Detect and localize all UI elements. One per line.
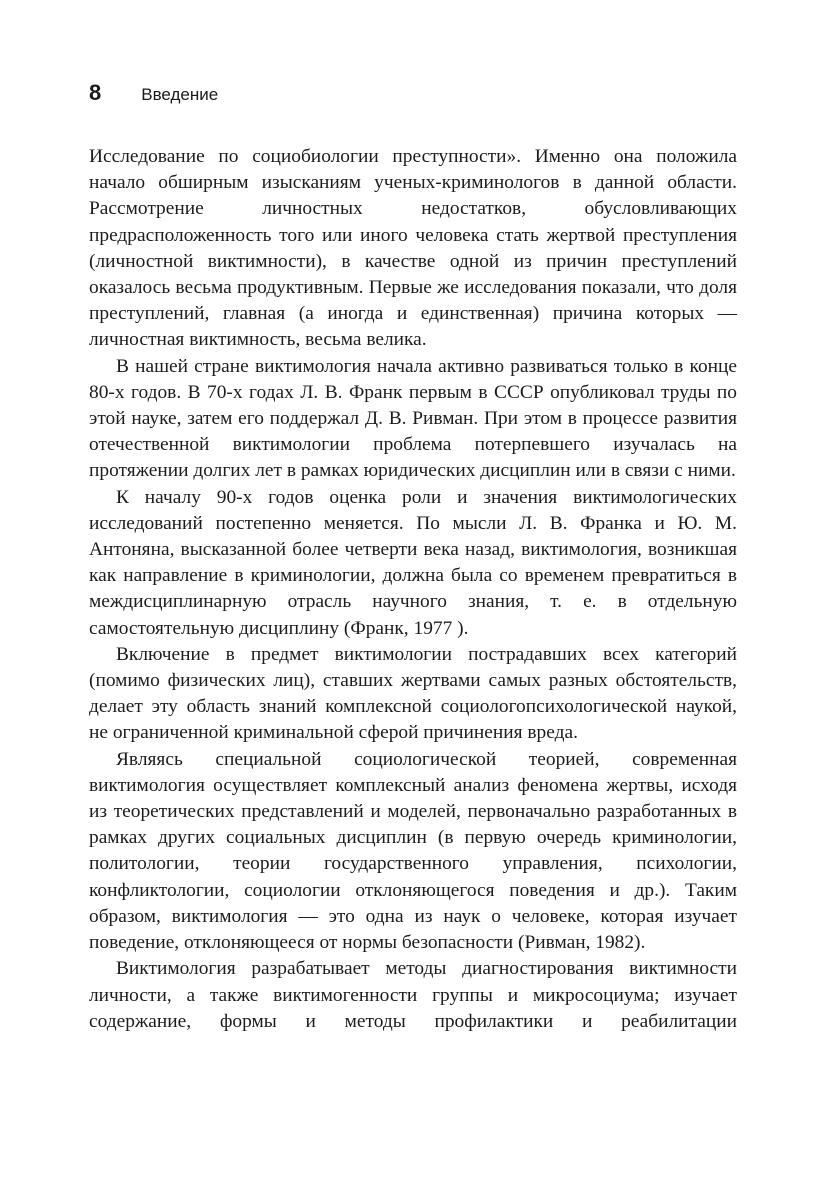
paragraph-2: В нашей стране виктимология начала активно развиваться только в конце 80-х годов. В 70-х годах Л. В. Франк первым в СССР опубликовал труды по этой науке, затем его поддержал Д. В. Ривман. При этом в процессе развития отечественной виктимологии проблема потерпевшего изучалась на протяжении долгих лет в рамках юридических дисциплин или в связи с ними. [89,355,737,482]
paragraph-1: Исследование по социобиологии преступности». Именно она положила начало обширным изысканиям ученых-криминологов в данной области. Рассмотрение личностных недостатков, обусловливающих предрасположенность того или иного человека стать жертвой преступления (личностной виктимности), в качестве одной из причин преступлений оказалось весьма продуктивным. Первые же исследования показали, что доля преступлений, главная (а иногда и единственная) причина которых — личностная виктимность, весьма велика. [89,146,737,351]
page-number: 8 [89,80,102,105]
paragraph-4: Включение в предмет виктимологии пострадавших всех категорий (помимо физических лиц), ставших жертвами самых разных обстоятельств, делает эту область знаний комплексной социологопсихологической наукой, не ограниченной криминальной сферой причинения вреда. [89,643,737,744]
body-text [89,144,737,1035]
section-title: Введение [141,85,219,104]
paragraph-3: К началу 90-х годов оценка роли и значения виктимологических исследований постепенно меняется. По мысли Л. В. Франка и Ю. М. Антоняна, высказанной более четверти века назад, виктимология, возникшая как направление в криминологии, должна была со временем превратиться в междисциплинарную отрасль научного знания, т. е. в отдельную самостоятельную дисциплину (Франк, 1977 ). [89,486,737,639]
paragraph-5: Являясь специальной социологической теорией, современная виктимология осуществляет комплексный анализ феномена жертвы, исходя из теоретических представлений и моделей, первоначально разработанных в рамках других социальных дисциплин (в первую очередь криминологии, политологии, теории государственного управления, психологии, конфликтологии, социологии отклоняющегося поведения и др.). Таким образом, виктимология — это одна из наук о человеке, которая изучает поведение, отклоняющееся от нормы безопасности (Ривман, 1982). [89,748,737,954]
running-head [89,80,218,110]
paragraph-6: Виктимология разрабатывает методы диагностирования виктимности личности, а также виктимогенности группы и микросоциума; изучает содержание, формы и методы профилактики и реабилитации [89,958,737,1032]
